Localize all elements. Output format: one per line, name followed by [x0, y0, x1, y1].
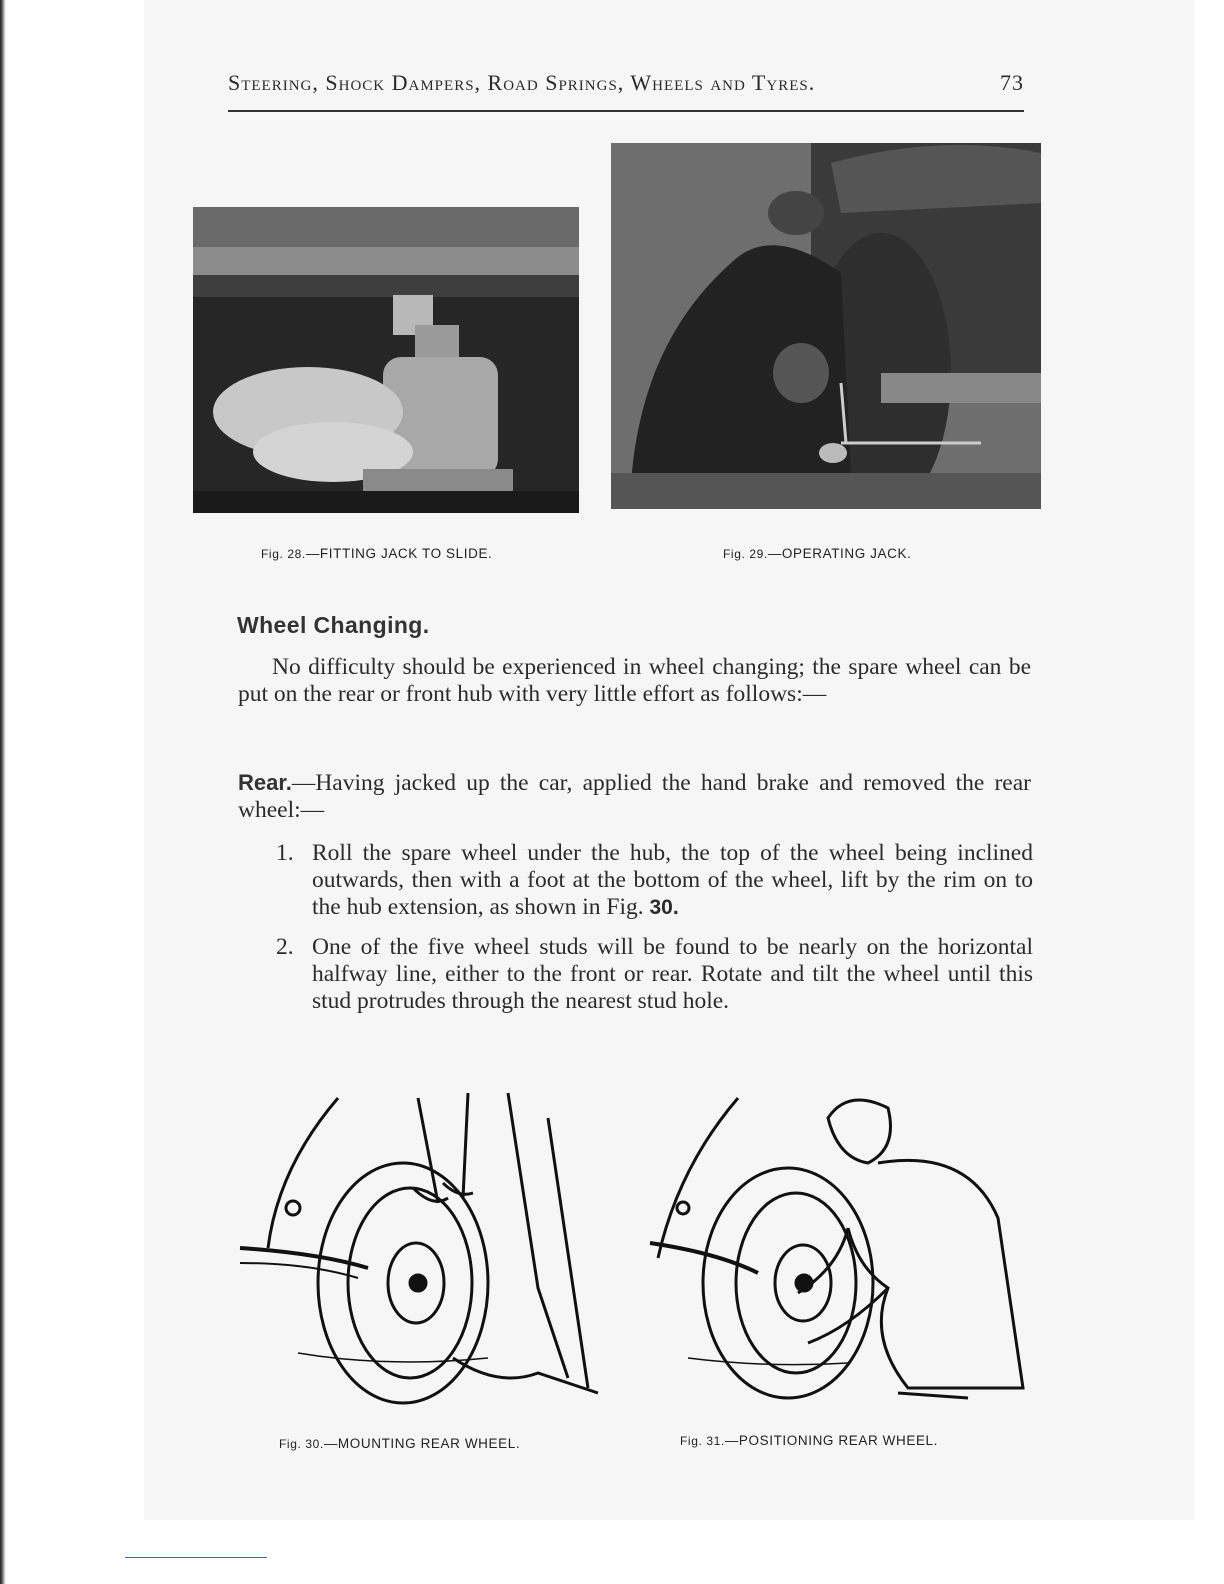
fig28-caption: [261, 546, 492, 561]
step-1: [276, 840, 1033, 921]
fig29-number: Fig. 29.: [723, 547, 768, 561]
fig29-title: —OPERATING JACK.: [767, 546, 912, 561]
fig30-drawing: [238, 1088, 618, 1408]
step-1-text: Roll the spare wheel under the hub, the top of the wheel being inclined outwards, then with a foot at the bottom of the wheel, lift by the rim on to the hub extension, as shown in Fig.: [312, 840, 1033, 920]
fig30-title: —MOUNTING REAR WHEEL.: [323, 1436, 521, 1451]
fig30-number: Fig. 30.: [279, 1437, 324, 1451]
fig31-title: —POSITIONING REAR WHEEL.: [724, 1433, 939, 1448]
fig28-photo: [193, 207, 579, 513]
header-rule: [228, 110, 1024, 112]
scan-edge-line: [125, 1557, 267, 1558]
fig30-caption: [279, 1436, 520, 1451]
fig29-photo: [611, 143, 1041, 509]
header-title: Steering, Shock Dampers, Road Springs, Wheels and Tyres.: [228, 70, 816, 95]
fig28-title: —FITTING JACK TO SLIDE.: [305, 546, 493, 561]
page-number: 73: [1000, 70, 1024, 95]
fig31-drawing: [648, 1088, 1028, 1408]
fig28-number: Fig. 28.: [261, 547, 306, 561]
fig31-caption: [680, 1433, 938, 1448]
section-heading: Wheel Changing.: [237, 612, 430, 638]
rear-text: —Having jacked up the car, applied the hand brake and removed the rear wheel:—: [238, 770, 1031, 823]
step-2-text: One of the five wheel studs will be found to be nearly on the horizontal halfway line, either to the front or rear. Rotate and tilt the wheel until this stud protrudes through the nearest stud hole.: [312, 934, 1033, 1014]
step-2-number: 2.: [276, 934, 294, 960]
fig29-caption: [723, 546, 911, 561]
rear-paragraph: [238, 769, 1031, 824]
rear-label: Rear.: [238, 770, 292, 795]
book-spine-shadow: [0, 0, 6, 1584]
step-1-number: 1.: [276, 840, 294, 866]
step-2: [276, 934, 1033, 1015]
running-header: [228, 70, 1024, 96]
intro-paragraph: [238, 654, 1031, 708]
intro-text: No difficulty should be experienced in wheel changing; the spare wheel can be put on the rear or front hub with very little effort as follows:—: [238, 654, 1031, 707]
step-1-fig-ref: 30.: [649, 896, 679, 919]
fig31-number: Fig. 31.: [680, 1434, 725, 1448]
